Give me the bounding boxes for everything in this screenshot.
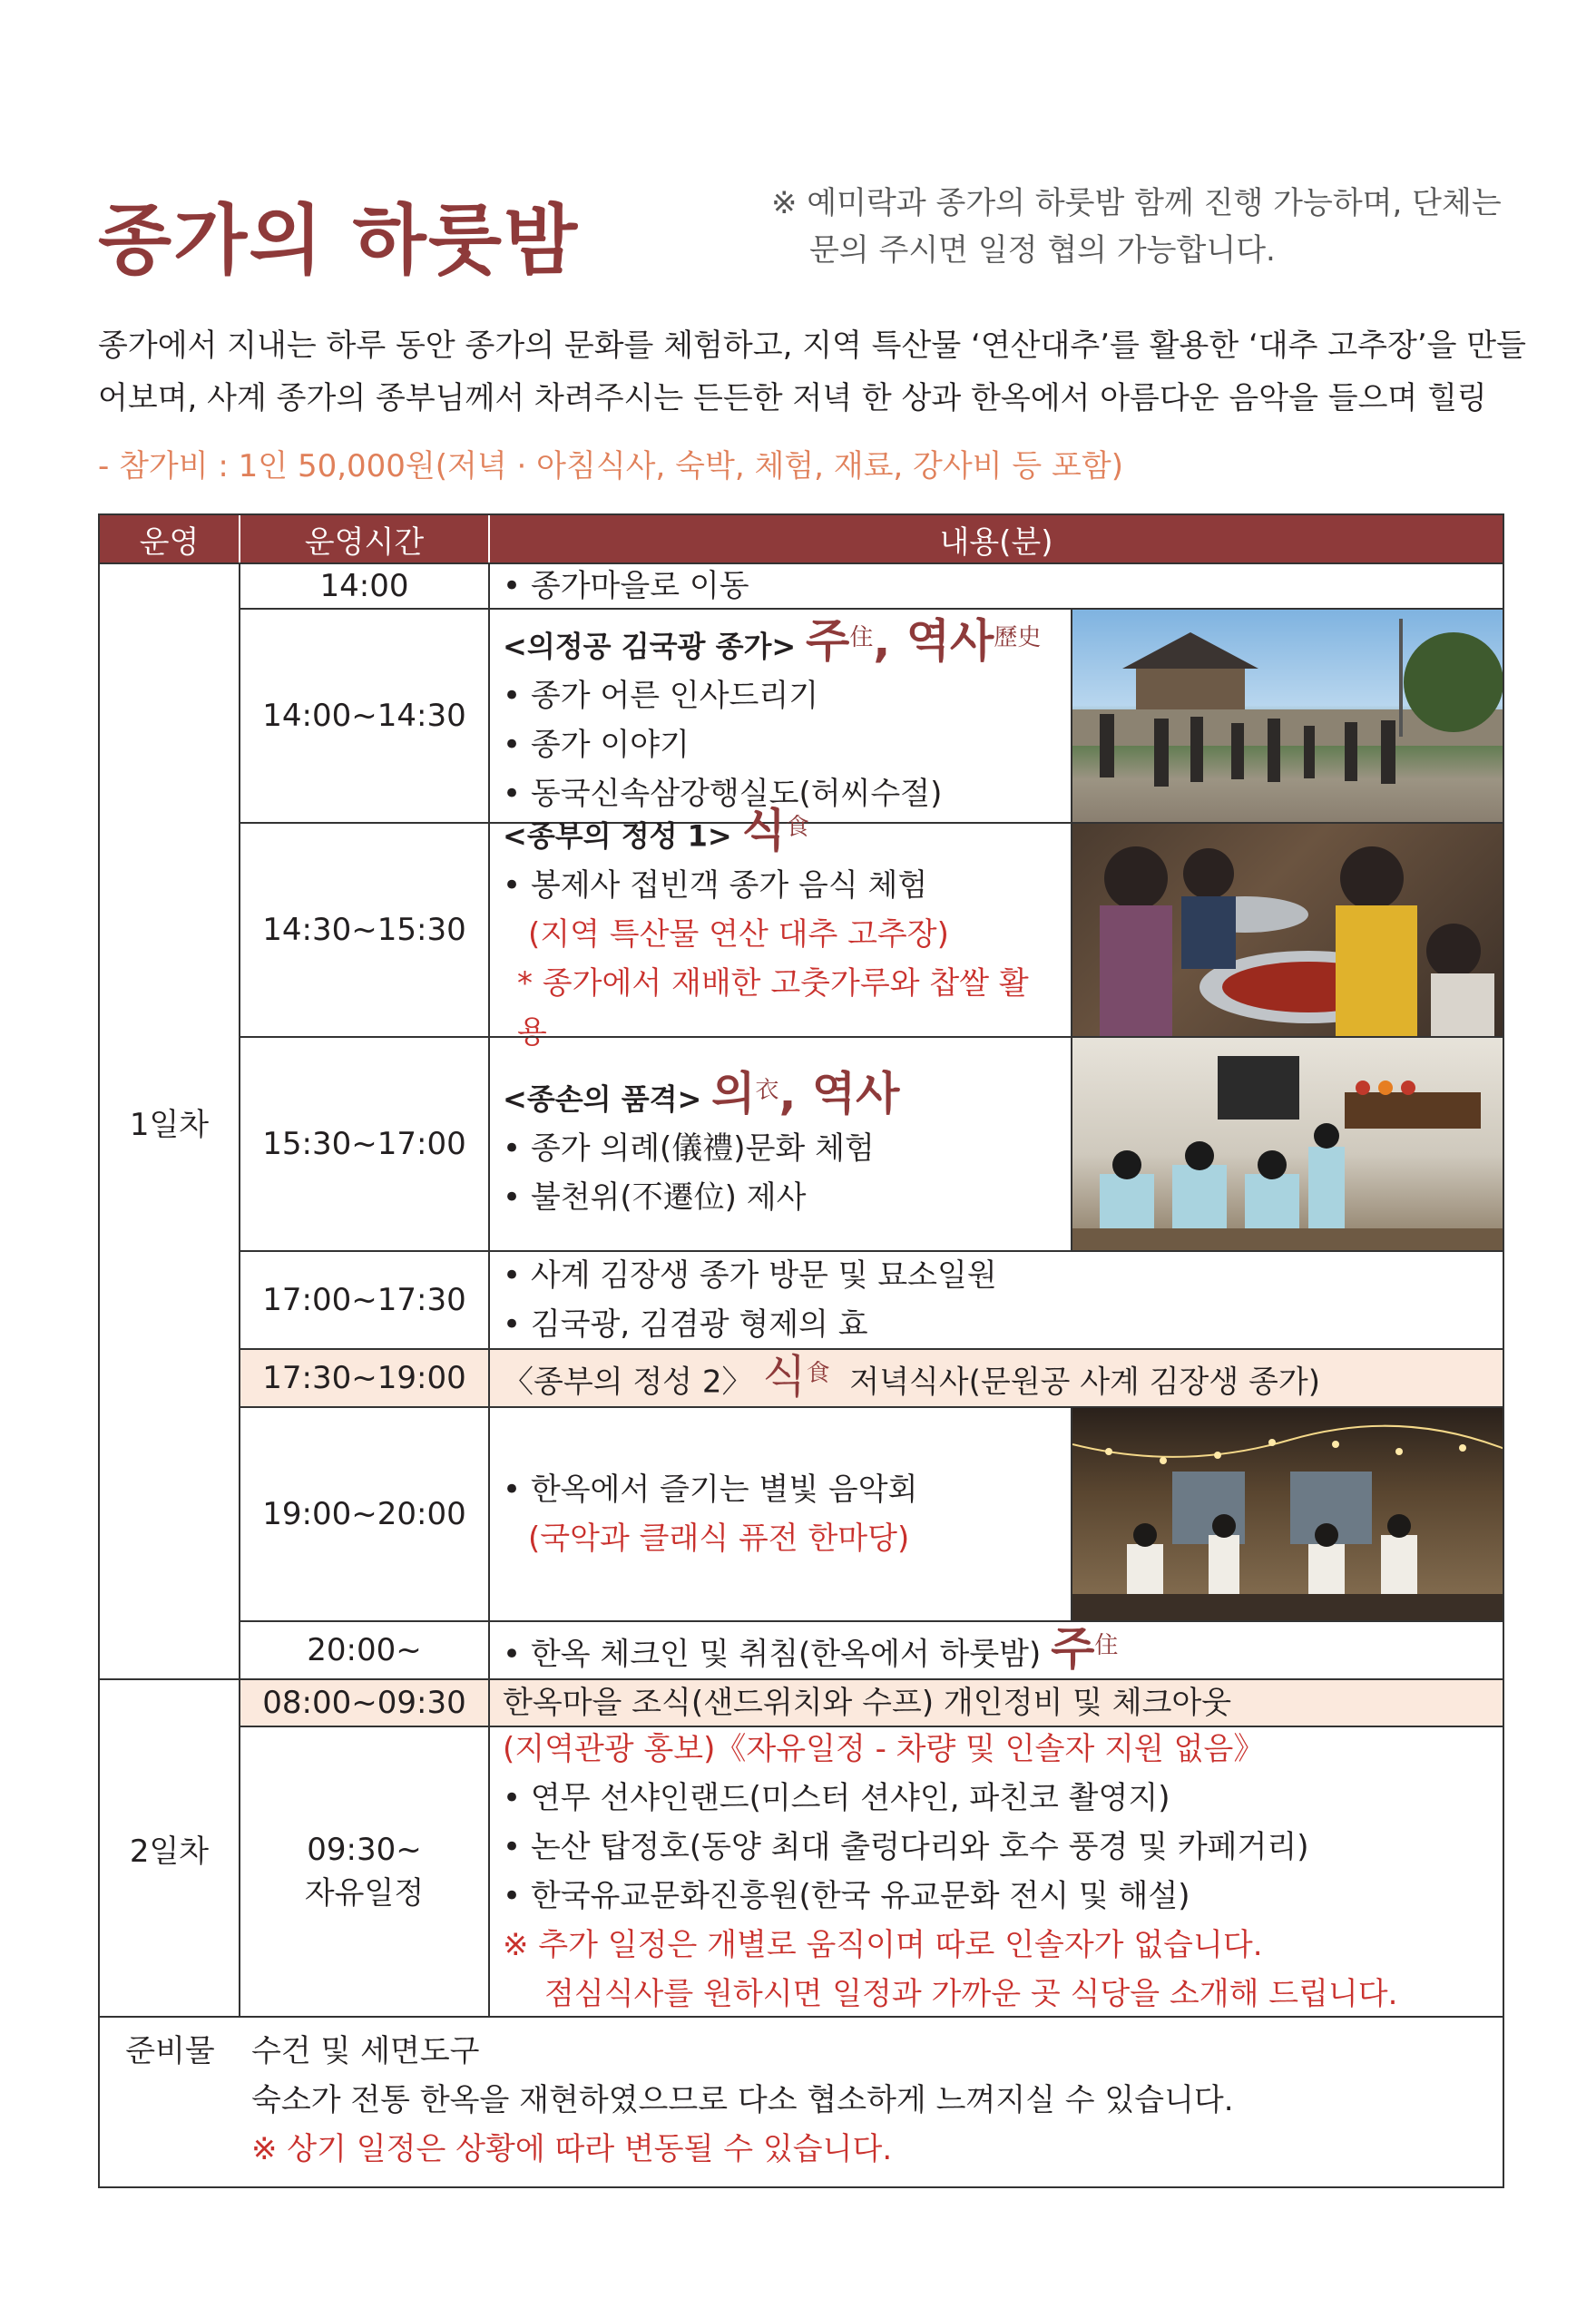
day-1-section <box>100 562 1503 1678</box>
table-row <box>240 1348 1503 1406</box>
intro-line-1: 종가에서 지내는 하루 동안 종가의 문화를 체험하고, 지역 특산물 ‘연산대추’를 활용한 ‘대추 고추장’을 만들 <box>98 328 1526 364</box>
row-item: • 봉제사 접빈객 종가 음식 체험 <box>503 866 928 904</box>
row-time: 20:00~ <box>240 1622 490 1678</box>
row-item: • 불천위(不遷位) 제사 <box>503 1178 807 1216</box>
row-item: • 한옥 체크인 및 취침(한옥에서 하룻밤) 주$^住$ <box>503 1622 1119 1676</box>
row-item: • 논산 탑정호(동양 최대 출렁다리와 호수 풍경 및 카페거리) <box>503 1829 1309 1865</box>
row-time: 08:00~09:30 <box>240 1680 490 1726</box>
row-item: 한옥마을 조식(샌드위치와 수프) 개인정비 및 체크아웃 <box>503 1685 1232 1721</box>
prep-note: 숙소가 전통 한옥을 재현하였으므로 다소 협소하게 느껴지실 수 있습니다. <box>251 2082 1234 2118</box>
row-note: (지역관광 홍보)《자유일정 - 차량 및 인솔자 지원 없음》 <box>503 1731 1265 1767</box>
row-note: 점심식사를 원하시면 일정과 가까운 곳 식당을 소개해 드립니다. <box>544 1976 1398 2012</box>
row-note: (지역 특산물 연산 대추 고추장) <box>528 915 949 953</box>
row-item: • 한옥에서 즐기는 별빛 음악회 <box>503 1472 918 1508</box>
schedule-table <box>98 513 1504 2188</box>
prep-warning: ※ 상기 일정은 상황에 따라 변동될 수 있습니다. <box>251 2131 893 2167</box>
day-2-label: 2일차 <box>100 1680 240 2016</box>
row-note: (국악과 클래식 퓨전 한마당) <box>528 1521 910 1557</box>
table-row <box>240 804 1503 1051</box>
row-time: 14:00~14:30 <box>240 610 490 822</box>
intro-paragraph <box>98 319 1526 425</box>
photo-ritual-ceremony <box>1071 1038 1503 1250</box>
row-item: • 김국광, 김겸광 형제의 효 <box>503 1306 868 1343</box>
row-time: 17:00~17:30 <box>240 1252 490 1348</box>
header-day: 운영 <box>100 515 240 562</box>
row-item: • 종가 의례(儀禮)문화 체험 <box>503 1129 875 1167</box>
row-time: 17:30~19:00 <box>240 1350 490 1406</box>
notice-line-2: 문의 주시면 일정 협의 가능합니다. <box>809 232 1276 269</box>
table-row <box>240 1250 1503 1348</box>
notice-line-1: ※ 예미락과 종가의 하룻밤 함께 진행 가능하며, 단체는 <box>771 185 1502 221</box>
row-note: * 종가에서 재배한 고춧가루와 찹쌀 활용 <box>517 964 1029 1051</box>
table-row <box>240 1680 1503 1726</box>
header-content: 내용(분) <box>939 523 1053 561</box>
row-time: 14:30~15:30 <box>240 824 490 1036</box>
table-row <box>240 608 1503 822</box>
row-heading: <종손의 품격> 의$^衣$, 역사 <box>503 1067 900 1120</box>
row-item: • 한국유교문화진흥원(한국 유교문화 전시 및 해설) <box>503 1878 1190 1914</box>
row-time: 15:30~17:00 <box>240 1038 490 1250</box>
row-item: • 종가마을로 이동 <box>503 568 749 604</box>
row-item: • 사계 김장생 종가 방문 및 묘소일원 <box>503 1257 997 1294</box>
day-1-label: 1일차 <box>100 564 240 1678</box>
photo-gochujang-experience <box>1071 824 1503 1036</box>
intro-line-2: 어보며, 사계 종가의 종부님께서 차려주시는 든든한 저녁 한 상과 한옥에서 아름다운 음악을 들으며 힐링 <box>98 380 1487 416</box>
row-item: • 종가 이야기 <box>503 726 690 763</box>
row-note: ※ 추가 일정은 개별로 움직이며 따로 인솔자가 없습니다. <box>503 1927 1263 1963</box>
row-heading: 〈종부의 정성 2〉 식$^食$ 저녁식사(문원공 사계 김장생 종가) <box>503 1350 1321 1403</box>
table-row <box>240 564 1503 608</box>
notice <box>771 180 1515 274</box>
photo-starlight-concert <box>1071 1408 1503 1620</box>
preparation-section <box>100 2016 1503 2186</box>
day-2-section <box>100 1678 1503 2016</box>
row-time: 14:00 <box>240 564 490 608</box>
header-time: 운영시간 <box>240 515 490 562</box>
row-heading: <의정공 김국광 종가> 주$^住$, 역사$^{歷史}$ <box>503 614 1042 668</box>
row-item: • 연무 선샤인랜드(미스터 션샤인, 파친코 촬영지) <box>503 1780 1170 1816</box>
row-item: • 동국신속삼강행실도(허씨수절) <box>503 775 943 812</box>
table-header <box>100 515 1503 562</box>
prep-label: 준비물 <box>125 2033 215 2069</box>
row-time: 19:00~20:00 <box>240 1408 490 1620</box>
page-title: 종가의 하룻밤 <box>98 196 580 285</box>
row-heading: <종부의 정성 1> 식$^食$ <box>503 804 809 857</box>
table-row <box>240 1620 1503 1678</box>
table-row <box>240 1406 1503 1620</box>
table-row <box>240 1726 1503 2016</box>
prep-item: 수건 및 세면도구 <box>251 2033 480 2069</box>
row-time: 09:30~ 자유일정 <box>240 1727 490 2016</box>
participation-fee: - 참가비 : 1인 50,000원(저녁 · 아침식사, 숙박, 체험, 재료, 강사비 등 포함) <box>98 448 1123 484</box>
table-row <box>240 1036 1503 1250</box>
row-item: • 종가 어른 인사드리기 <box>503 677 819 714</box>
photo-jongga-visit <box>1071 610 1503 822</box>
